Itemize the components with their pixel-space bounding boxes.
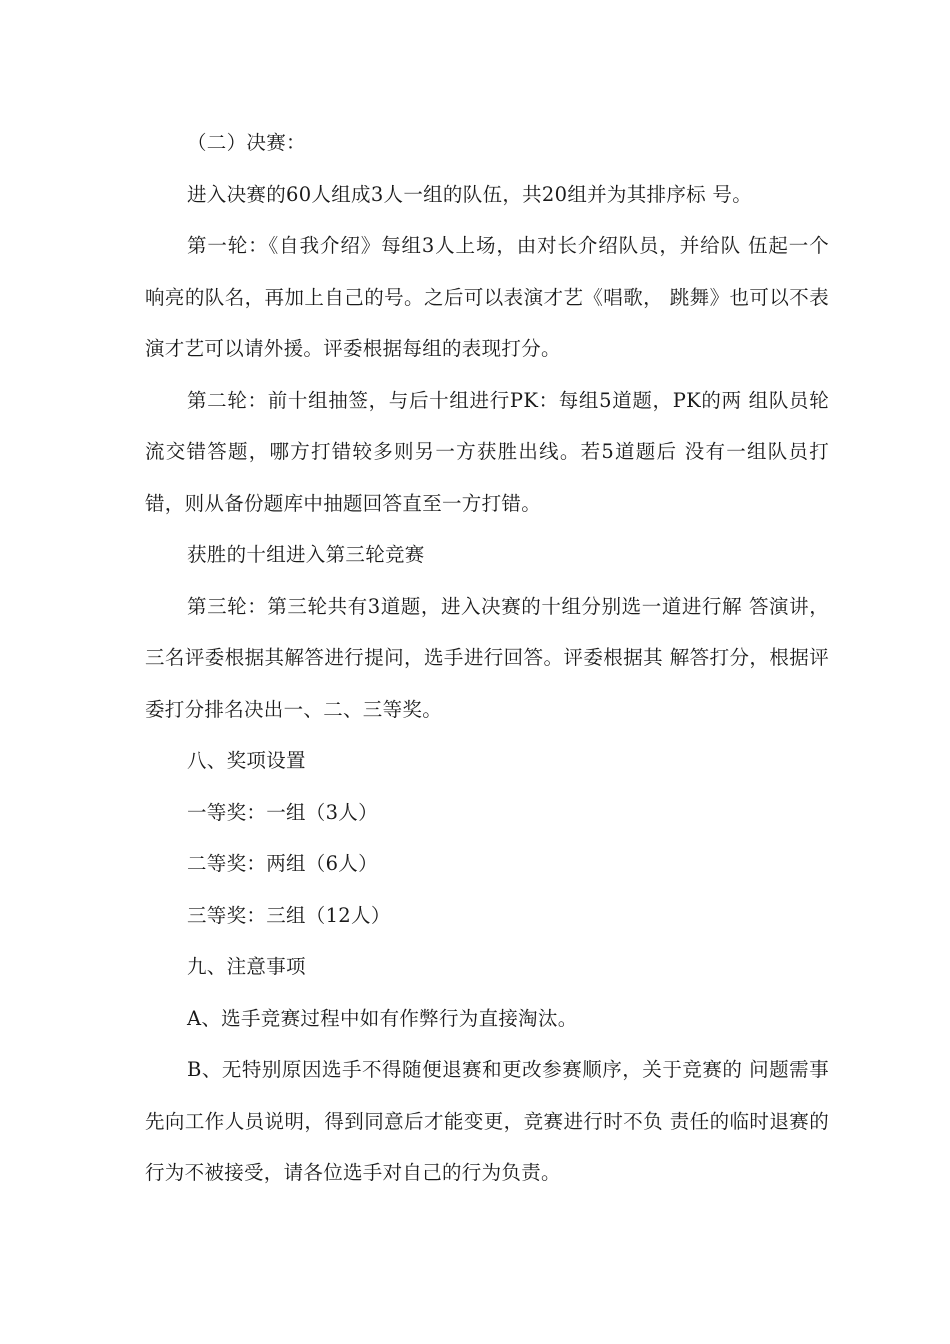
section-heading-awards: 八、奖项设置 <box>187 749 306 772</box>
document-body <box>145 117 829 1199</box>
paragraph-round-two: 第二轮：前十组抽签，与后十组进行PK：每组5道题，PK的两 组队员轮流交错答题，哪方打错较多则另一方获胜出线。若5道题后 没有一组队员打错，则从备份题库中抽题回答直至一方打错。 <box>145 388 829 515</box>
award-third-prize: 三等奖：三组（12人） <box>187 903 391 927</box>
paragraph-round-three: 第三轮：第三轮共有3道题，进入决赛的十组分别选一道进行解 答演讲，三名评委根据其解答进行提问，选手进行回答。评委根据其 解答打分，根据评委打分排名决出一、二、三等奖。 <box>145 594 829 721</box>
award-first-prize: 一等奖：一组（3人） <box>187 800 378 824</box>
section-heading-notes: 九、注意事项 <box>187 955 306 978</box>
section-heading-finals: （二）决赛： <box>187 131 306 154</box>
note-item-a: A、选手竞赛过程中如有作弊行为直接淘汰。 <box>187 1006 578 1030</box>
paragraph-finals-teams: 进入决赛的60人组成3人一组的队伍，共20组并为其排序标 号。 <box>187 182 753 206</box>
note-item-b: B、无特别原因选手不得随便退赛和更改参赛顺序，关于竞赛的 问题需事先向工作人员说明，得到同意后才能变更，竞赛进行时不负 责任的临时退赛的行为不被接受，请各位选手对自己的行为负责。 <box>145 1058 829 1184</box>
award-second-prize: 二等奖：两组（6人） <box>187 852 378 875</box>
paragraph-advance-round-three: 获胜的十组进入第三轮竞赛 <box>187 543 425 566</box>
paragraph-round-one: 第一轮：《自我介绍》每组3人上场，由对长介绍队员，并给队 伍起一个响亮的队名，再加上自己的号。之后可以表演才艺《唱歌， 跳舞》也可以不表演才艺可以请外援。评委根据每组的表现打分。 <box>145 234 829 360</box>
